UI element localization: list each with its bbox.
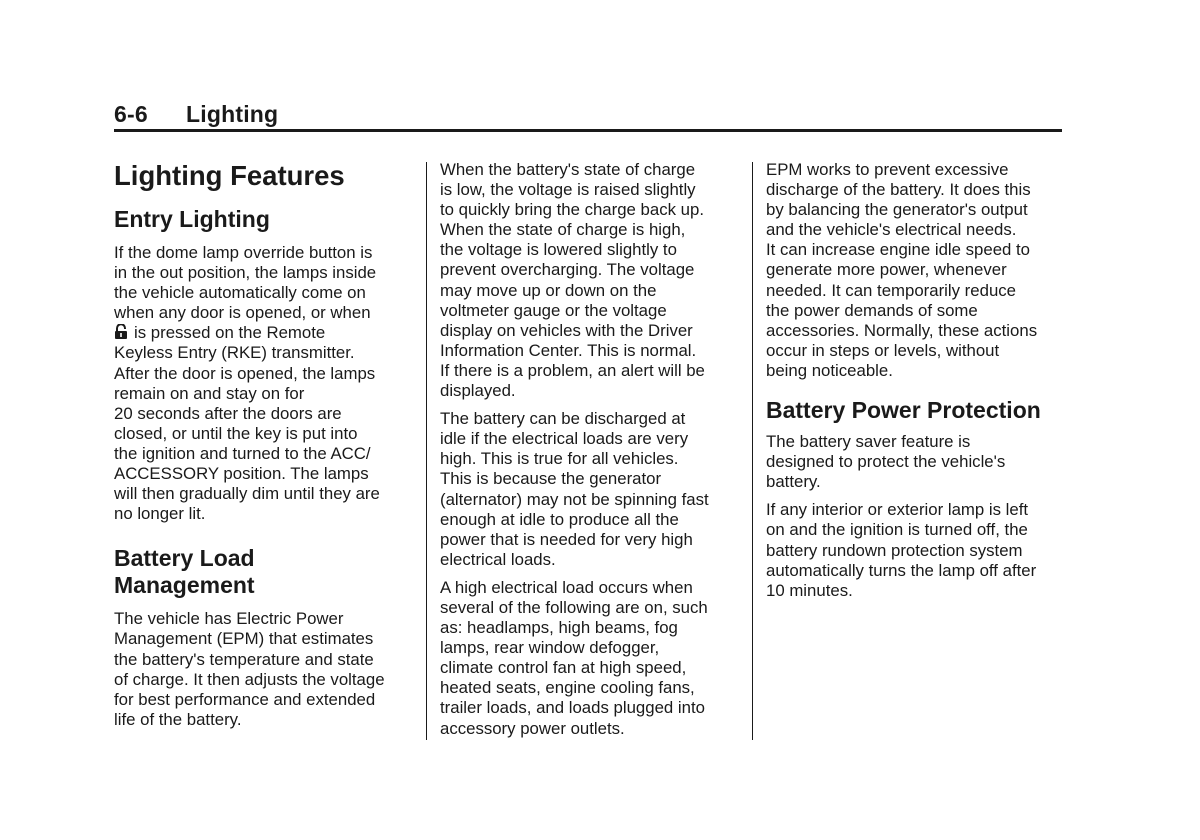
text-line: The battery saver feature is [766,432,971,452]
text-line: several of the following are on, such [440,597,708,617]
text-line: This is because the generator [440,469,662,489]
text-line: by balancing the generator's output [766,200,1028,220]
column-2 [440,160,738,739]
text-line: power that is needed for very high [440,529,693,549]
page-header [114,101,278,128]
text-line: If the dome lamp override button is [114,243,373,262]
text-line: high. This is true for all vehicles. [440,449,679,469]
text-line: as: headlamps, high beams, fog [440,618,678,638]
text-line: displayed. [440,381,516,401]
column-divider [752,162,753,740]
text-line: and the vehicle's electrical needs. [766,220,1017,240]
text-line: 10 minutes. [766,580,853,600]
column-1 [114,160,412,730]
text-line: climate control fan at high speed, [440,658,687,678]
text-line: to quickly bring the charge back up. [440,200,704,220]
text-line: The vehicle has Electric Power [114,609,344,629]
battery-power-protection-heading: Battery Power Protection [766,397,1041,424]
battery-load-heading [114,545,412,599]
text-line: battery rundown protection system [766,540,1023,560]
text-line: closed, or until the key is put into [114,423,358,443]
chapter-title: Lighting [186,101,279,127]
text-line: EPM works to prevent excessive [766,160,1009,179]
paragraph [440,160,738,401]
text-line: lamps, rear window defogger, [440,638,660,658]
column-divider [426,162,427,740]
text-line [114,323,412,343]
text-line: for best performance and extended [114,689,376,709]
text-line: If there is a problem, an alert will be [440,360,705,380]
text-line: If any interior or exterior lamp is left [766,500,1029,520]
text-line: discharge of the battery. It does this [766,180,1031,200]
text-line: When the state of charge is high, [440,220,686,240]
text-line: designed to protect the vehicle's [766,452,1006,472]
text-line: automatically turns the lamp off after [766,560,1037,580]
paragraph [766,160,1064,381]
text-line: needed. It can temporarily reduce [766,280,1016,300]
paragraph [766,500,1064,600]
header-rule [114,129,1062,132]
text-line: voltmeter gauge or the voltage [440,300,667,320]
text-line: Information Center. This is normal. [440,340,697,360]
text-line: life of the battery. [114,709,242,729]
heading-line: Battery Load [114,545,255,572]
unlock-icon [114,324,128,339]
column-3 [766,160,1064,601]
battery-load-text [114,609,412,730]
text-line: is pressed on the Remote [134,323,326,343]
text-line: display on vehicles with the Driver [440,320,693,340]
text-line: accessories. Normally, these actions [766,320,1038,340]
text-line: 20 seconds after the doors are [114,403,342,423]
text-line: When the battery's state of charge [440,160,696,179]
text-line: trailer loads, and loads plugged into [440,698,705,718]
text-line: electrical loads. [440,549,556,569]
text-line: may move up or down on the [440,280,657,300]
section-title: Lighting Features [114,160,345,191]
text-line: when any door is opened, or when [114,303,371,323]
text-line: remain on and stay on for [114,383,305,403]
text-line: heated seats, engine cooling fans, [440,678,695,698]
text-line: in the out position, the lamps inside [114,263,377,283]
text-line: accessory power outlets. [440,718,625,738]
paragraph [440,578,738,739]
text-line: occur in steps or levels, without [766,340,1000,360]
text-line: Management (EPM) that estimates [114,629,374,649]
text-line: is low, the voltage is raised slightly [440,180,696,200]
text-line: no longer lit. [114,504,206,524]
text-line: battery. [766,472,821,492]
text-line: being noticeable. [766,360,893,380]
text-line: After the door is opened, the lamps [114,363,376,383]
entry-lighting-heading: Entry Lighting [114,206,270,232]
text-line: (alternator) may not be spinning fast [440,489,709,509]
text-line: will then gradually dim until they are [114,484,380,504]
heading-line: Management [114,572,255,599]
text-line: idle if the electrical loads are very [440,429,689,449]
text-line: of charge. It then adjusts the voltage [114,669,385,689]
text-line: Keyless Entry (RKE) transmitter. [114,343,355,363]
paragraph [440,409,738,570]
text-line: ACCESSORY position. The lamps [114,464,369,484]
text-line: the power demands of some [766,300,978,320]
entry-lighting-text [114,243,412,524]
paragraph [766,432,1064,492]
text-line: the vehicle automatically come on [114,283,366,303]
page-number: 6-6 [114,101,148,127]
text-line: A high electrical load occurs when [440,577,693,597]
text-line: generate more power, whenever [766,260,1007,280]
text-line: The battery can be discharged at [440,409,686,429]
text-line: enough at idle to produce all the [440,509,679,529]
text-line: on and the ignition is turned off, the [766,520,1028,540]
text-line: It can increase engine idle speed to [766,240,1031,260]
text-line: the battery's temperature and state [114,649,374,669]
text-line: prevent overcharging. The voltage [440,260,695,280]
text-line: the voltage is lowered slightly to [440,240,677,260]
text-line: the ignition and turned to the ACC/ [114,443,371,463]
